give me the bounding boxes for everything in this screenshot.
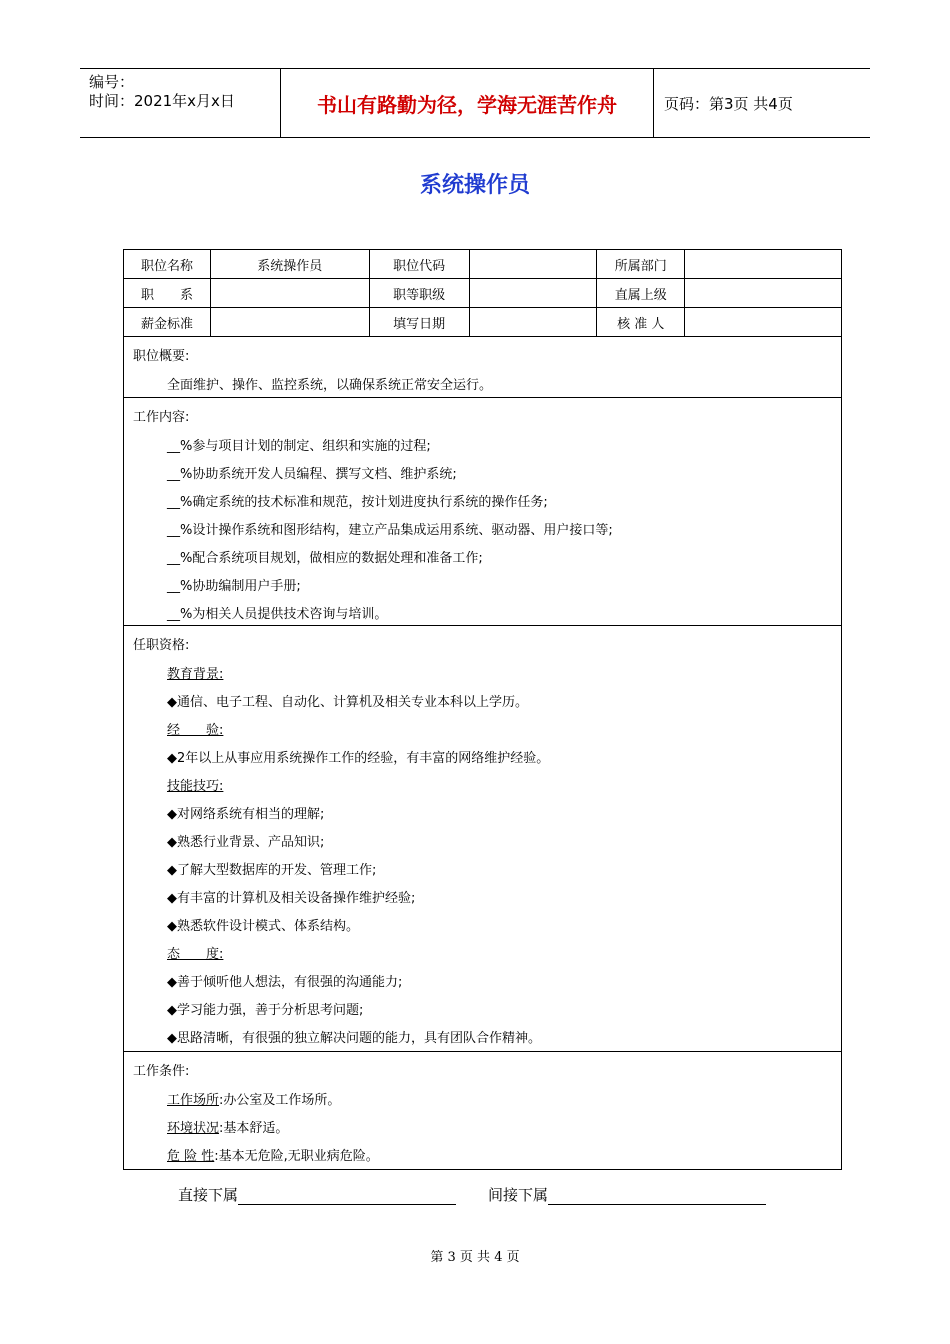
value-supervisor (685, 279, 842, 308)
skills-label: 技能技巧: (167, 779, 224, 794)
work-place-line (167, 1089, 340, 1108)
page-footer: 第 3 页 共 4 页 (430, 1250, 520, 1265)
list-item: ◆熟悉软件设计模式、体系结构。 (167, 919, 359, 934)
document-title: 系统操作员 (419, 173, 530, 198)
table-row (124, 308, 842, 337)
direct-subordinates (178, 1184, 456, 1205)
list-item: ◆思路清晰，有很强的独立解决问题的能力，具有团队合作精神。 (167, 1031, 541, 1046)
list-item: __%确定系统的技术标准和规范，按计划进度执行系统的操作任务; (167, 495, 548, 510)
list-item: ◆善于倾听他人想法，有很强的沟通能力; (167, 975, 403, 990)
label-approver: 核 准 人 (597, 308, 685, 337)
list-item: __%协助系统开发人员编程、撰写文档、维护系统; (167, 467, 457, 482)
label-salary: 薪金标准 (124, 308, 211, 337)
experience-label: 经 验: (167, 723, 224, 738)
work-content-section (123, 397, 842, 626)
value-position-code (469, 250, 597, 279)
list-item: __%配合系统项目规划，做相应的数据处理和准备工作; (167, 551, 483, 566)
work-place-label: 工作场所 (167, 1093, 220, 1108)
list-item: ◆学习能力强，善于分析思考问题; (167, 1003, 364, 1018)
conditions-heading: 工作条件: (133, 1064, 190, 1079)
table-row (124, 250, 842, 279)
indirect-subordinates (488, 1184, 766, 1205)
label-supervisor: 直属上级 (597, 279, 685, 308)
work-content-heading: 工作内容: (133, 410, 190, 425)
label-position-code: 职位代码 (369, 250, 469, 279)
indirect-subordinates-label: 间接下属 (488, 1186, 549, 1204)
header-motto: 书山有路勤为径，学海无涯苦作舟 (281, 69, 654, 137)
indirect-subordinates-blank (548, 1188, 766, 1205)
direct-subordinates-blank (238, 1188, 456, 1205)
list-item: __%为相关人员提供技术咨询与培训。 (167, 607, 388, 622)
label-grade: 职等职级 (369, 279, 469, 308)
qualifications-heading: 任职资格: (133, 638, 190, 653)
label-position-name: 职位名称 (124, 250, 211, 279)
work-place-value: :办公室及工作场所。 (219, 1093, 341, 1108)
education-label: 教育背景: (167, 667, 224, 682)
value-department (685, 250, 842, 279)
overview-heading: 职位概要: (133, 349, 190, 364)
conditions-section (123, 1051, 842, 1170)
job-info-table (123, 249, 842, 337)
header-meta (80, 69, 281, 137)
overview-text: 全面维护、操作、监控系统，以确保系统正常安全运行。 (167, 378, 493, 393)
danger-label: 危 险 性 (167, 1149, 215, 1164)
list-item: ◆2年以上从事应用系统操作工作的经验，有丰富的网络维护经验。 (167, 751, 550, 766)
value-position-name: 系统操作员 (210, 250, 369, 279)
list-item: ◆通信、电子工程、自动化、计算机及相关专业本科以上学历。 (167, 695, 528, 710)
value-fill-date (469, 308, 597, 337)
overview-section (123, 336, 842, 398)
value-salary (210, 308, 369, 337)
list-item: ◆熟悉行业背景、产品知识; (167, 835, 325, 850)
environment-label: 环境状况 (167, 1121, 220, 1136)
value-job-family (210, 279, 369, 308)
label-fill-date: 填写日期 (369, 308, 469, 337)
environment-value: :基本舒适。 (219, 1121, 289, 1136)
label-job-family: 职 系 (124, 279, 211, 308)
value-grade (469, 279, 597, 308)
list-item: __%参与项目计划的制定、组织和实施的过程; (167, 439, 431, 454)
value-approver (685, 308, 842, 337)
time-label: 时间：2021年x月x日 (89, 92, 235, 110)
danger-line (167, 1145, 379, 1164)
list-item: __%协助编制用户手册; (167, 579, 301, 594)
list-item: ◆有丰富的计算机及相关设备操作维护经验; (167, 891, 416, 906)
document-header (80, 68, 870, 138)
number-label: 编号： (89, 73, 135, 91)
header-page-info: 页码：第3页 共4页 (664, 94, 793, 113)
list-item: ◆对网络系统有相当的理解; (167, 807, 325, 822)
environment-line (167, 1117, 288, 1136)
qualifications-section (123, 625, 842, 1052)
table-row (124, 279, 842, 308)
list-item: __%设计操作系统和图形结构，建立产品集成运用系统、驱动器、用户接口等; (167, 523, 613, 538)
attitude-label: 态 度: (167, 947, 224, 962)
list-item: ◆了解大型数据库的开发、管理工作; (167, 863, 377, 878)
danger-value: :基本无危险,无职业病危险。 (214, 1149, 379, 1164)
direct-subordinates-label: 直接下属 (178, 1186, 239, 1204)
label-department: 所属部门 (597, 250, 685, 279)
